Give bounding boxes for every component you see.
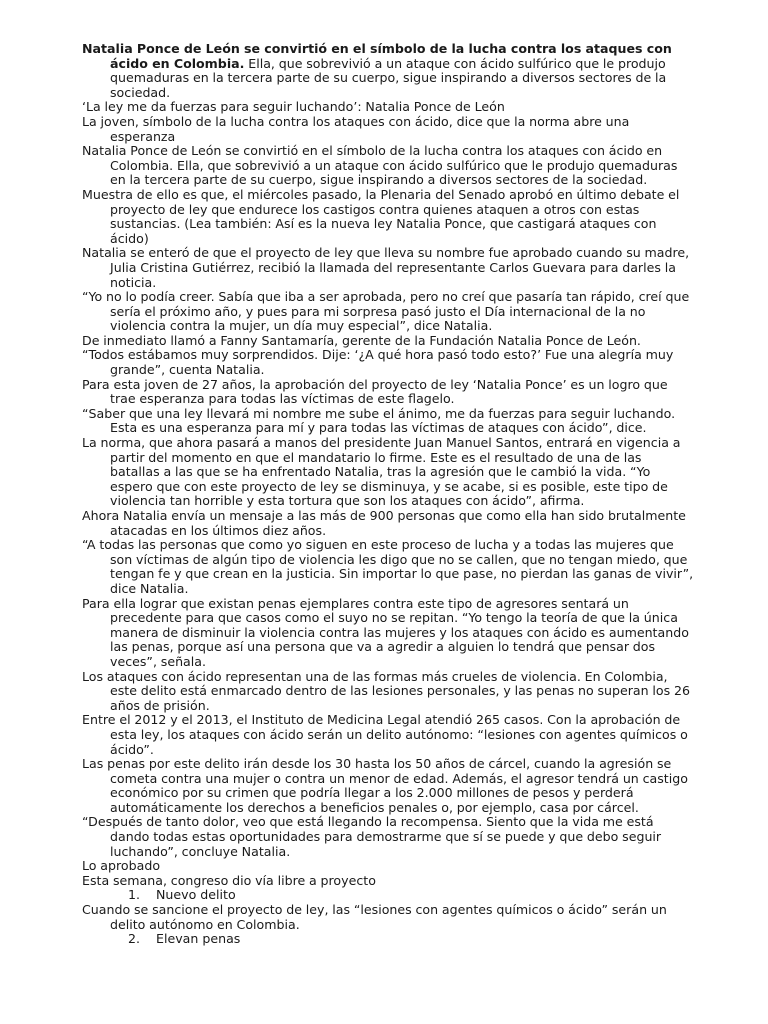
paragraph: “Yo no lo podía creer. Sabía que iba a ser aprobada, pero no creí que pasaría tan rápido, creí que sería el próximo año, y pues para mi sorpresa pasó justo el Día internacional de la no violencia contra la mujer, un día muy especial”, dice Natalia. [82, 289, 690, 334]
lead-paragraph [82, 42, 694, 100]
paragraph-group [82, 100, 694, 888]
paragraph: Ahora Natalia envía un mensaje a las más de 900 personas que como ella han sido brutalmente atacadas en los últimos diez años. [82, 508, 686, 538]
paragraph: Muestra de ello es que, el miércoles pasado, la Plenaria del Senado aprobó en último debate el proyecto de ley que endurece los castigos contra quienes ataquen a otros con estas sustancias. (Lea también: Así es la nueva ley Natalia Ponce, que castigará ataques con ácido) [82, 186, 680, 246]
paragraph: De inmediato llamó a Fanny Santamaría, gerente de la Fundación Natalia Ponce de León. [82, 332, 641, 348]
paragraph: La joven, símbolo de la lucha contra los ataques con ácido, dice que la norma abre una esperanza [82, 113, 630, 144]
paragraph: Natalia se enteró de que el proyecto de ley que lleva su nombre fue aprobado cuando su madre, Julia Cristina Gutiérrez, recibió la llamada del representante Carlos Guevara para darles la noticia. [82, 245, 690, 290]
list-item-1 [82, 888, 694, 903]
paragraph: Lo aprobado [82, 858, 161, 874]
document-body [82, 42, 694, 947]
list-text: Nuevo delito [156, 887, 236, 903]
paragraph: “A todas las personas que como yo siguen en este proceso de lucha y a todas las mujeres que son víctimas de algún tipo de violencia les digo que no se callen, que no tengan miedo, que tengan fe y que crean en la justicia. Sin importar lo que pase, no pierdan las ganas de vivir”, dice Natalia. [82, 537, 694, 596]
paragraph: La norma, que ahora pasará a manos del presidente Juan Manuel Santos, entrará en vigencia a partir del momento en que el mandatario lo firme. Este es el resultado de una de las batallas a las que se ha enfrentado Natalia, tras la agresión que le cambió la vida. “Yo espero que con este proyecto de ley se disminuya, y se acabe, si es posible, este tipo de violencia tan horrible y esta tortura que son los ataques con ácido”, afirma. [82, 435, 681, 509]
paragraph: “Después de tanto dolor, veo que está llegando la recompensa. Siento que la vida me está dando todas estas oportunidades para demostrarme que sí se puede y que debo seguir luchando”, concluye Natalia. [82, 814, 662, 859]
paragraph: Esta semana, congreso dio vía libre a proyecto [82, 872, 376, 888]
paragraph: Para esta joven de 27 años, la aprobación del proyecto de ley ‘Natalia Ponce’ es un logro que trae esperanza para todas las víctimas de este flagelo. [82, 376, 668, 407]
paragraph: Los ataques con ácido representan una de las formas más crueles de violencia. En Colombia, este delito está enmarcado dentro de las lesiones personales, y las penas no superan los 26 años de prisión. [82, 668, 691, 713]
paragraph: Cuando se sancione el proyecto de ley, las “lesiones con agentes químicos o ácido” serán un delito autónomo en Colombia. [82, 902, 667, 932]
paragraph: Natalia Ponce de León se convirtió en el símbolo de la lucha contra los ataques con ácido en Colombia. Ella, que sobrevivió a un ataque con ácido sulfúrico que le produjo quemaduras en la tercera parte de su cuerpo, sigue inspirando a diversos sectores de la sociedad. [82, 143, 678, 188]
paragraph: “Saber que una ley llevará mi nombre me sube el ánimo, me da fuerzas para seguir luchando. Esta es una esperanza para mí y para todas las víctimas de ataques con ácido”, dice. [82, 405, 676, 436]
paragraph: ‘La ley me da fuerzas para seguir luchando’: Natalia Ponce de León [82, 99, 505, 115]
paragraph: Para ella lograr que existan penas ejemplares contra este tipo de agresores sentará un precedente para que casos como el suyo no se repitan. “Yo tengo la teoría de que la única manera de disminuir la violencia contra las mujeres y los ataques con ácido es aumentando las penas, porque así una persona que va a agredir a alguien lo tendrá que pensar dos veces”, señala. [82, 595, 689, 669]
paragraph: “Todos estábamos muy sorprendidos. Dije: ‘¿A qué hora pasó todo esto?’ Fue una alegría muy grande”, cuenta Natalia. [82, 347, 674, 378]
list-item-2 [82, 932, 694, 947]
paragraph: Entre el 2012 y el 2013, el Instituto de Medicina Legal atendió 265 casos. Con la aprobación de esta ley, los ataques con ácido serán un delito autónomo: “lesiones con agentes químicos o ácido”. [82, 712, 688, 757]
list-number: 2. [128, 931, 141, 947]
lead-bold-text: Natalia Ponce de León se convirtió en el símbolo de la lucha contra los ataques con ácido en Colombia. [82, 41, 672, 71]
list-number: 1. [128, 887, 141, 903]
list-text: Elevan penas [156, 931, 241, 947]
paragraph: Las penas por este delito irán desde los 30 hasta los 50 años de cárcel, cuando la agresión se cometa contra una mujer o contra un menor de edad. Además, el agresor tendrá un castigo económico por su crimen que podría llegar a los 2.000 millones de pesos y perderá automáticamente los derechos a beneficios penales o, por ejemplo, casa por cárcel. [82, 756, 688, 815]
lead-rest-text: Ella, que sobrevivió a un ataque con ácido sulfúrico que le produjo quemaduras en la tercera parte de su cuerpo, sigue inspirando a diversos sectores de la sociedad. [110, 55, 667, 100]
